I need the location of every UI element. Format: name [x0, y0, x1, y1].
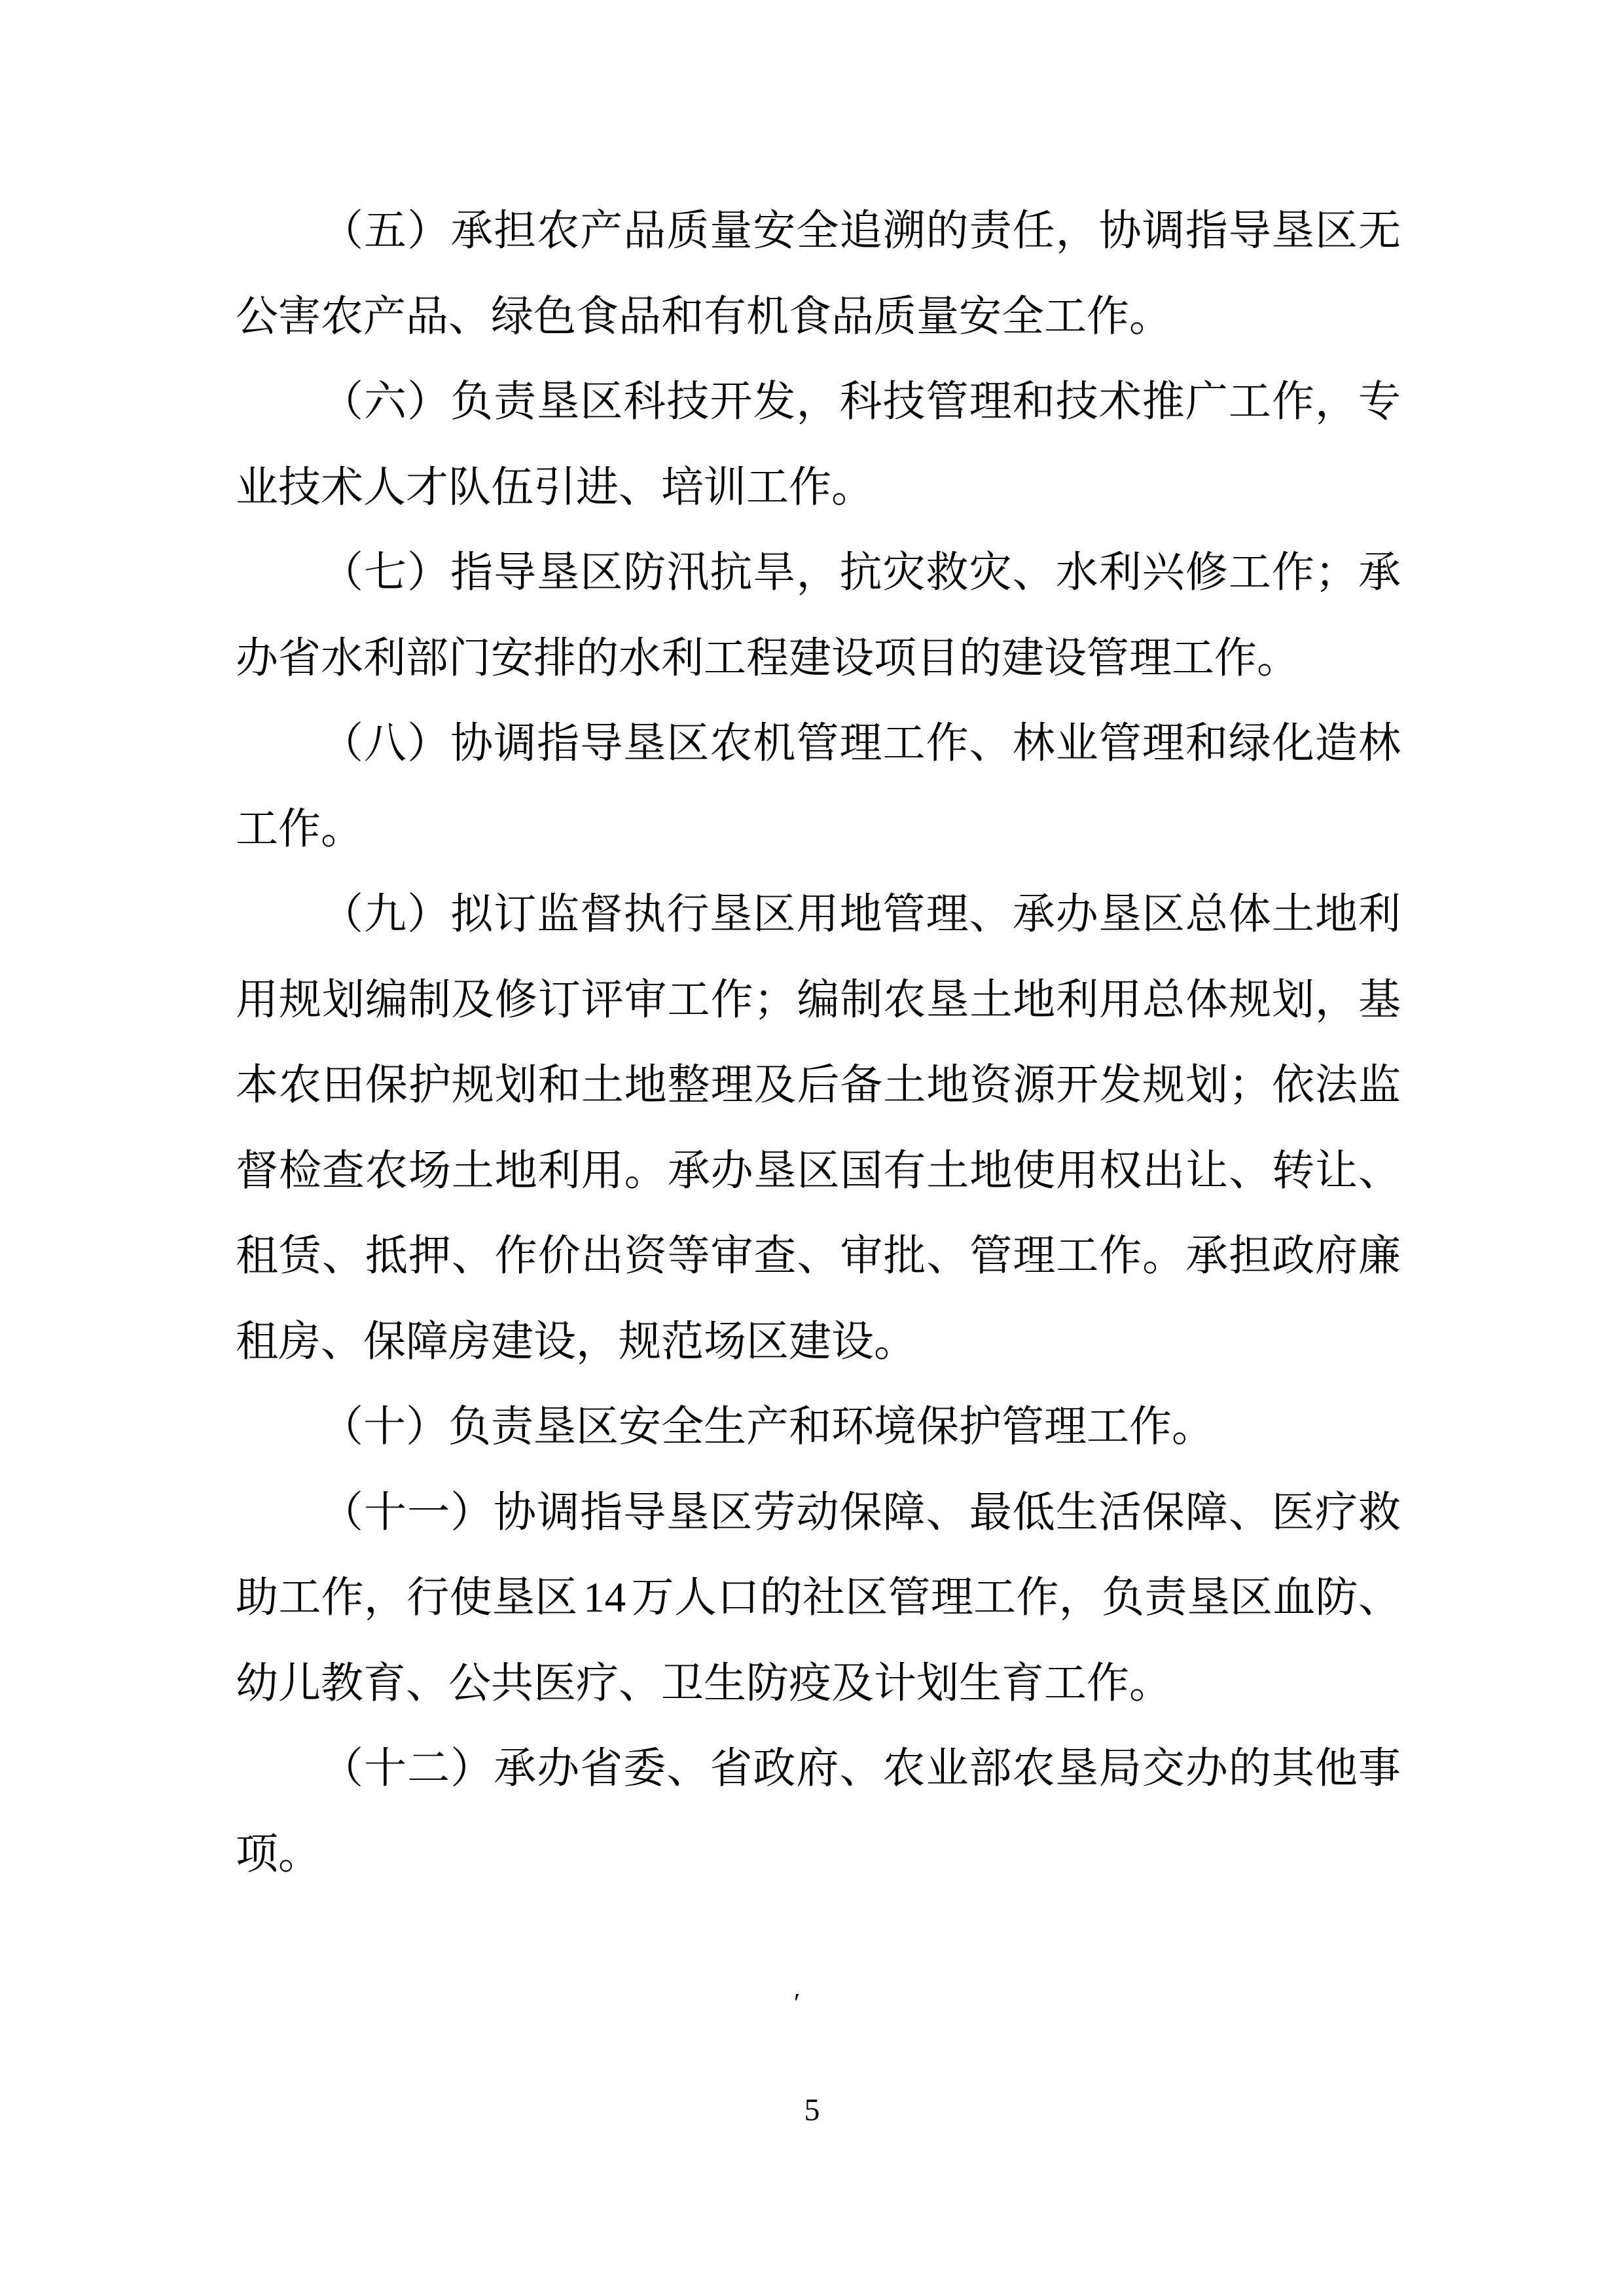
text-line: 项。	[236, 1830, 321, 1878]
text-line: （十）负责垦区安全生产和环境保护管理工作。	[321, 1403, 1215, 1451]
text-line: 督检查农场土地利用。承办垦区国有土地使用权出让、转让、	[236, 1147, 1401, 1195]
text-line: 用规划编制及修订评审工作；编制农垦土地利用总体规划，基	[236, 976, 1401, 1024]
text-line: 办省水利部门安排的水利工程建设项目的建设管理工作。	[236, 634, 1300, 682]
text-line: （九）拟订监督执行垦区用地管理、承办垦区总体土地利	[321, 891, 1401, 938]
text-line: 助工作，行使垦区 14 万人口的社区管理工作，负责垦区血防、	[236, 1574, 1401, 1621]
scan-artifact-mark: ′	[794, 1989, 801, 2019]
text-line: （七）指导垦区防汛抗旱，抗灾救灾、水利兴修工作；承	[321, 549, 1401, 596]
text-line: 公害农产品、绿色食品和有机食品质量安全工作。	[236, 293, 1172, 340]
text-line: 业技术人才队伍引进、培训工作。	[236, 463, 875, 511]
text-line: 租房、保障房建设，规范场区建设。	[236, 1318, 917, 1365]
text-line: （六）负责垦区科技开发，科技管理和技术推广工作，专	[321, 378, 1401, 425]
document-text-block	[236, 189, 1401, 1897]
text-line: （八）协调指导垦区农机管理工作、林业管理和绿化造林	[321, 720, 1401, 767]
text-line: 幼儿教育、公共医疗、卫生防疫及计划生育工作。	[236, 1659, 1172, 1707]
text-line: （十一）协调指导垦区劳动保障、最低生活保障、医疗救	[321, 1489, 1401, 1536]
text-line: 本农田保护规划和土地整理及后备土地资源开发规划；依法监	[236, 1062, 1401, 1109]
text-line: （十二）承办省委、省政府、农业部农垦局交办的其他事	[321, 1745, 1401, 1792]
text-line: （五）承担农产品质量安全追溯的责任，协调指导垦区无	[321, 208, 1401, 255]
text-line: 租赁、抵押、作价出资等审查、审批、管理工作。承担政府廉	[236, 1233, 1401, 1280]
text-line: 工作。	[236, 805, 364, 853]
page-number: 5	[804, 2093, 820, 2127]
